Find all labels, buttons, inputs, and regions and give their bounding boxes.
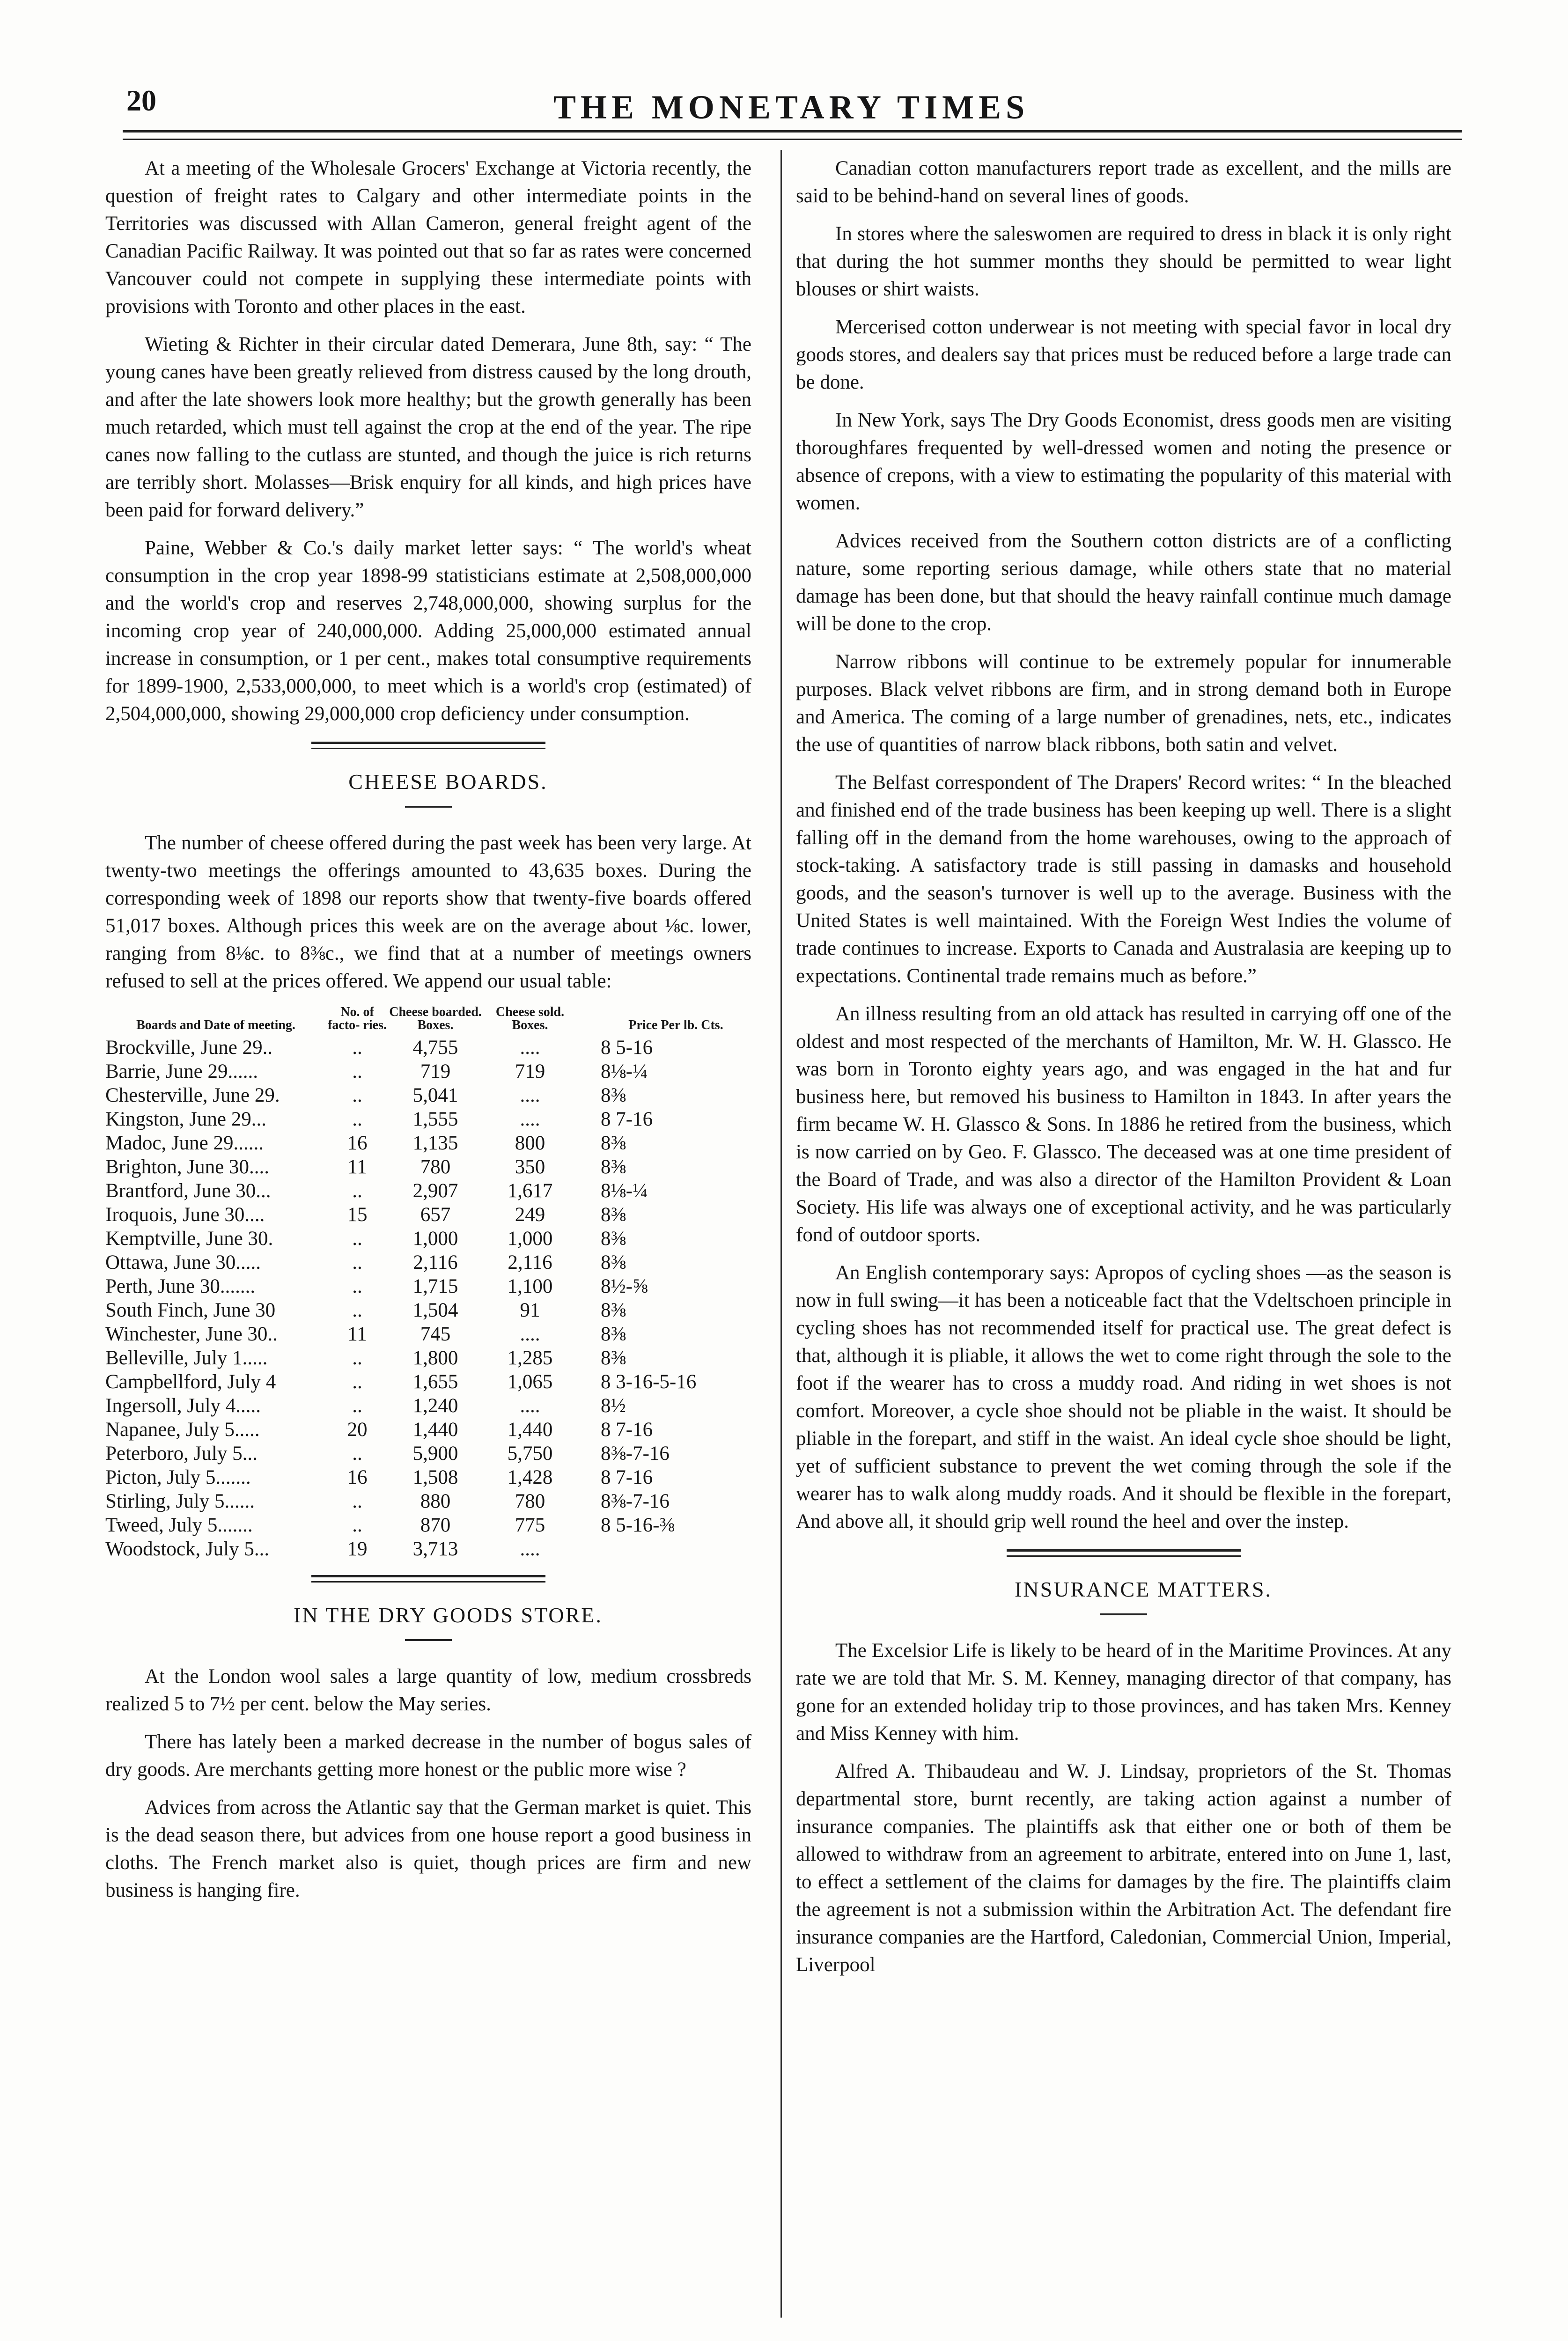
cell-sold: 1,000 xyxy=(507,1228,553,1250)
cell-price: 8⅜-7-16 xyxy=(601,1490,670,1512)
cell-boarded: 1,508 xyxy=(412,1466,458,1488)
cell-sold: 350 xyxy=(515,1156,545,1178)
cell-board: Tweed, July 5....... xyxy=(105,1514,253,1536)
cell-price: 8⅜ xyxy=(601,1299,626,1321)
cell-board: Brantford, June 30... xyxy=(105,1180,271,1202)
section-dash xyxy=(405,806,452,808)
table-row xyxy=(105,1083,751,1107)
article-paragraph: Advices from across the Atlantic say that the German market is quiet. This is the dead season there, but advices from one house report a good business in cloths. The French market also is quiet, though prices are firm and new business is hanging fire. xyxy=(105,1796,751,1901)
cell-factories: 19 xyxy=(347,1538,368,1560)
cell-boarded: 1,555 xyxy=(412,1108,458,1130)
article-paragraph: Advices received from the Southern cotton districts are of a conflicting nature, some reporting serious damage, while others state that no material damage has been done, but that should the heavy rainfall continue much damage will be done to the crop. xyxy=(796,530,1451,635)
table-row xyxy=(105,1513,751,1537)
cell-sold: .... xyxy=(520,1395,540,1417)
cell-boarded: 2,116 xyxy=(413,1251,458,1274)
section-title-dry-goods: IN THE DRY GOODS STORE. xyxy=(294,1603,603,1627)
cell-boarded: 1,504 xyxy=(412,1299,458,1321)
cell-board: South Finch, June 30 xyxy=(105,1299,276,1321)
cell-board: Kemptville, June 30. xyxy=(105,1228,273,1250)
cell-price: 8 7-16 xyxy=(601,1419,653,1441)
cell-price: 8 5-16 xyxy=(601,1037,653,1059)
cell-board: Winchester, June 30.. xyxy=(105,1323,278,1345)
cell-factories: .. xyxy=(352,1108,362,1130)
article-paragraph: Canadian cotton manufacturers report trade as excellent, and the mills are said to be behind-hand on several lines of goods. xyxy=(796,157,1451,207)
table-row xyxy=(105,1537,751,1561)
cell-price: 8⅜ xyxy=(601,1251,626,1274)
cell-board: Perth, June 30....... xyxy=(105,1275,256,1297)
column-header-sold: Cheese sold. Boxes. xyxy=(495,1005,565,1032)
cell-price: 8 7-16 xyxy=(601,1108,653,1130)
column-separator xyxy=(780,150,782,2318)
cell-sold: 249 xyxy=(515,1204,545,1226)
cell-price: 8 7-16 xyxy=(601,1466,653,1488)
cell-price: 8½-⅝ xyxy=(601,1275,648,1297)
cell-sold: 1,285 xyxy=(507,1347,553,1369)
cell-factories: .. xyxy=(352,1251,362,1274)
cell-board: Belleville, July 1..... xyxy=(105,1347,268,1369)
cell-boarded: 1,800 xyxy=(412,1347,458,1369)
cell-sold: .... xyxy=(520,1084,540,1106)
cell-boarded: 1,440 xyxy=(412,1419,458,1441)
cell-sold: .... xyxy=(520,1323,540,1345)
cell-boarded: 719 xyxy=(420,1060,451,1082)
table-row xyxy=(105,1298,751,1322)
column-header-price: Price Per lb. Cts. xyxy=(628,1018,723,1032)
cell-price: 8 3-16-5-16 xyxy=(601,1371,697,1393)
table-row xyxy=(105,1322,751,1346)
cell-factories: .. xyxy=(352,1443,362,1465)
cell-board: Madoc, June 29...... xyxy=(105,1132,264,1154)
table-row xyxy=(105,1465,751,1489)
table-row xyxy=(105,1060,751,1083)
article-paragraph: Mercerised cotton underwear is not meeting with special favor in local dry goods stores, and dealers say that prices must be reduced before a large trade can be done. xyxy=(796,316,1451,393)
cell-factories: .. xyxy=(352,1228,362,1250)
masthead-title: THE MONETARY TIMES xyxy=(553,88,1030,126)
cell-factories: 20 xyxy=(347,1419,368,1441)
article-paragraph: In New York, says The Dry Goods Economist, dress goods men are visiting thoroughfares frequented by well-dressed women and noting the presence or absence of crepons, with a view to estimating the popularity of this material with women. xyxy=(796,409,1451,514)
cell-sold: .... xyxy=(520,1538,540,1560)
cell-sold: .... xyxy=(520,1037,540,1059)
table-row xyxy=(105,1489,751,1513)
cell-board: Peterboro, July 5... xyxy=(105,1443,258,1465)
cell-boarded: 657 xyxy=(420,1204,451,1226)
article-paragraph: At a meeting of the Wholesale Grocers' Exchange at Victoria recently, the question of freight rates to Calgary and other intermediate points in the Territories was discussed with Allan Cameron, general freight agent of the Canadian Pacific Railway. It was pointed out that so far as rates were concerned Vancouver could not compete in supplying these intermediate points with provisions with Toronto and other places in the east. xyxy=(105,157,751,317)
article-paragraph: In stores where the saleswomen are required to dress in black it is only right that during the hot summer months they should be permitted to wear light blouses or shirt waists. xyxy=(796,223,1451,300)
cell-factories: 11 xyxy=(347,1156,367,1178)
cell-sold: 780 xyxy=(515,1490,545,1512)
section-rule xyxy=(1007,1555,1241,1557)
cell-board: Iroquois, June 30.... xyxy=(105,1204,265,1226)
table-row xyxy=(105,1370,751,1394)
page-number: 20 xyxy=(126,84,156,117)
cell-factories: .. xyxy=(352,1347,362,1369)
cell-factories: .. xyxy=(352,1084,362,1106)
cell-price: 8⅜ xyxy=(601,1347,626,1369)
cell-factories: .. xyxy=(352,1180,362,1202)
cell-boarded: 3,713 xyxy=(412,1538,458,1560)
right-column xyxy=(796,155,1451,1989)
cell-boarded: 1,715 xyxy=(412,1275,458,1297)
table-header-row xyxy=(105,1005,751,1036)
header-rule-thick xyxy=(123,130,1462,133)
cheese-table-body xyxy=(105,1036,751,1561)
table-row xyxy=(105,1442,751,1465)
table-row xyxy=(105,1131,751,1155)
article-paragraph: The Excelsior Life is likely to be heard of in the Maritime Provinces. At any rate we are told that Mr. S. M. Kenney, managing director of that company, has gone for an extended holiday trip to those provinces, and has taken Mrs. Kenney and Miss Kenney with him. xyxy=(796,1640,1451,1745)
cell-price: 8⅜ xyxy=(601,1228,626,1250)
cheese-boards-table xyxy=(105,1005,751,1561)
cell-factories: .. xyxy=(352,1371,362,1393)
cell-boarded: 1,240 xyxy=(412,1395,458,1417)
cell-price: 8⅜ xyxy=(601,1156,626,1178)
cell-boarded: 880 xyxy=(420,1490,451,1512)
cell-board: Chesterville, June 29. xyxy=(105,1084,280,1106)
cell-board: Brighton, June 30.... xyxy=(105,1156,269,1178)
article-paragraph: An English contemporary says: Apropos of cycling shoes —as the season is now in full swing—it has been a noticeable fact that the Vdeltschoen principle in cycling shoes has not recommended itself for practical use. The great defect is that, although it is pliable, it allows the wet to come right through the sole to the foot if the wearer has to cross a muddy road. And riding in wet shoes is not comfort. Moreover, a cycle shoe should not be pliable in the waist. It should be pliable in the forepart, and stiff in the waist. An ideal cycle shoe should be light, yet of sufficient substance to prevent the wet coming through the sole if the wearer has to walk along muddy roads. And it should be flexible in the forepart, And above all, it should grip well round the heel and over the instep. xyxy=(796,1262,1451,1532)
table-row xyxy=(105,1179,751,1203)
cell-sold: 1,617 xyxy=(507,1180,553,1202)
article-paragraph: There has lately been a marked decrease in the number of bogus sales of dry goods. Are merchants getting more honest or the public more wise ? xyxy=(105,1731,751,1781)
table-row xyxy=(105,1227,751,1251)
cell-boarded: 1,135 xyxy=(412,1132,458,1154)
cell-board: Picton, July 5....... xyxy=(105,1466,251,1488)
cell-boarded: 5,041 xyxy=(412,1084,458,1106)
cell-board: Kingston, June 29... xyxy=(105,1108,266,1130)
cell-factories: .. xyxy=(352,1275,362,1297)
cell-sold: 800 xyxy=(515,1132,545,1154)
table-row xyxy=(105,1346,751,1370)
cell-factories: 16 xyxy=(347,1132,368,1154)
cell-sold: 719 xyxy=(515,1060,545,1082)
cell-factories: 15 xyxy=(347,1204,368,1226)
article-paragraph: Alfred A. Thibaudeau and W. J. Lindsay, proprietors of the St. Thomas departmental store, burnt recently, are taking action against a number of insurance companies. The plaintiffs ask that either one or both of them be allowed to withdraw from an agreement to arbitrate, entered into on June 1, last, to effect a settlement of the claims for damages by the fire. The plaintiffs claim the agreement is not a submission within the Arbitration Act. The defendant fire insurance companies are the Hartford, Caledonian, Commercial Union, Imperial, Liverpool xyxy=(796,1760,1451,1976)
cell-board: Barrie, June 29...... xyxy=(105,1060,258,1082)
table-row xyxy=(105,1274,751,1298)
article-paragraph: Wieting & Richter in their circular dated Demerara, June 8th, say: “ The young canes have been greatly relieved from distress caused by the long drouth, and after the late showers look more healthy; but the growth generally has been much retarded, which must tell against the crop at the end of the year. The ripe canes now falling to the cutlass are stunted, and though the juice is rich returns are terribly short. Molasses—Brisk enquiry for all kinds, and high prices have been paid for forward delivery.” xyxy=(105,333,751,521)
cell-factories: .. xyxy=(352,1514,362,1536)
cell-factories: .. xyxy=(352,1037,362,1059)
cell-price: 8⅛-¼ xyxy=(601,1180,648,1202)
cell-price: 8⅛-¼ xyxy=(601,1060,648,1082)
cell-factories: 11 xyxy=(347,1323,367,1345)
cell-sold: 91 xyxy=(520,1299,540,1321)
cell-factories: .. xyxy=(352,1490,362,1512)
cell-board: Woodstock, July 5... xyxy=(105,1538,270,1560)
article-paragraph: An illness resulting from an old attack has resulted in carrying off one of the oldest and most respected of the merchants of Hamilton, Mr. W. H. Glassco. He was born in Toronto eighty years ago, and was engaged in the hat and fur business here, but removed his business to Hamilton in 1843. In after years the firm became W. H. Glassco & Sons. In 1886 he retired from the business, which is now carried on by Geo. F. Glassco. The deceased was at one time president of the Board of Trade, and was also a director of the Hamilton Provident & Loan Society. His life was always one of exceptional activity, and he was particularly fond of outdoor sports. xyxy=(796,1003,1451,1246)
cell-factories: .. xyxy=(352,1060,362,1082)
cell-price: 8⅜ xyxy=(601,1204,626,1226)
table-row xyxy=(105,1394,751,1418)
cell-sold: 1,428 xyxy=(507,1466,553,1488)
cheese-intro: The number of cheese offered during the past week has been very large. At twenty-two meetings the offerings amounted to 43,635 boxes. During the corresponding week of 1898 our reports show that twenty-five boards offered 51,017 boxes. Although prices this week are on the average about ⅛c. lower, ranging from 8⅛c. to 8⅜c., we find that at a number of meetings owners refused to sell at the prices offered. We append our usual table: xyxy=(105,832,751,992)
cell-board: Ingersoll, July 4..... xyxy=(105,1395,261,1417)
cell-price xyxy=(577,1537,751,1561)
cell-sold: .... xyxy=(520,1108,540,1130)
cell-boarded: 5,900 xyxy=(412,1443,458,1465)
cell-price: 8⅜ xyxy=(601,1132,626,1154)
left-column xyxy=(105,155,751,1914)
section-rule xyxy=(311,1575,545,1577)
cell-price: 8⅜ xyxy=(601,1323,626,1345)
section-rule xyxy=(311,1581,545,1583)
cell-sold: 2,116 xyxy=(508,1251,552,1274)
cell-sold: 775 xyxy=(515,1514,545,1536)
cell-boarded: 2,907 xyxy=(412,1180,458,1202)
cell-boarded: 4,755 xyxy=(412,1037,458,1059)
cell-price: 8 5-16-⅜ xyxy=(601,1514,675,1536)
cell-board: Ottawa, June 30..... xyxy=(105,1251,261,1274)
cell-board: Campbellford, July 4 xyxy=(105,1371,276,1393)
cell-boarded: 870 xyxy=(420,1514,451,1536)
table-row xyxy=(105,1155,751,1179)
cell-factories: .. xyxy=(352,1395,362,1417)
column-header-boarded: Cheese boarded. Boxes. xyxy=(389,1005,482,1032)
cell-board: Brockville, June 29.. xyxy=(105,1037,273,1059)
article-paragraph: Paine, Webber & Co.'s daily market letter says: “ The world's wheat consumption in the crop year 1898-99 statisticians estimate at 2,508,000,000 and the world's crop and reserves 2,748,000,000, showing surplus for the incoming crop year of 240,000,000. Adding 25,000,000 estimated annual increase in consumption, or 1 per cent., makes total consumptive requirements for 1899-1900, 2,533,000,000, to meet which is a world's crop (estimated) of 2,504,000,000, showing 29,000,000 crop deficiency under consumption. xyxy=(105,537,751,725)
cell-sold: 5,750 xyxy=(507,1443,553,1465)
header-rule-thin xyxy=(123,139,1462,140)
page-header xyxy=(122,80,1461,131)
cell-sold: 1,065 xyxy=(507,1371,553,1393)
cell-price: 8½ xyxy=(601,1395,626,1417)
table-row xyxy=(105,1203,751,1227)
cell-boarded: 1,655 xyxy=(412,1371,458,1393)
article-paragraph: At the London wool sales a large quantity of low, medium crossbreds realized 5 to 7½ per cent. below the May series. xyxy=(105,1665,751,1715)
cell-price: 8⅜ xyxy=(601,1084,626,1106)
section-title-insurance: INSURANCE MATTERS. xyxy=(1015,1577,1272,1601)
article-paragraph: Narrow ribbons will continue to be extremely popular for innumerable purposes. Black velvet ribbons are firm, and in strong demand both in Europe and America. The coming of a large number of grenadines, nets, etc., indicates the use of quantities of narrow black ribbons, both satin and velvet. xyxy=(796,651,1451,756)
table-row xyxy=(105,1107,751,1131)
cell-board: Stirling, July 5...... xyxy=(105,1490,255,1512)
cell-boarded: 1,000 xyxy=(412,1228,458,1250)
cell-sold: 1,100 xyxy=(507,1275,553,1297)
cell-sold: 1,440 xyxy=(507,1419,553,1441)
section-title-cheese-boards: CHEESE BOARDS. xyxy=(348,770,548,794)
column-header-board: Boards and Date of meeting. xyxy=(136,1018,295,1032)
article-paragraph: The Belfast correspondent of The Drapers' Record writes: “ In the bleached and finished end of the trade business has been keeping up well. There is a slight falling off in the demand from the home warehouses, owing to the approach of stock-taking. A satisfactory trade is still passing in damasks and household goods, and the season's turnover is well up to the average. Business with the United States is well maintained. With the Foreign West Indies the volume of trade continues to increase. Exports to Canada and Australasia are keeping up to expectations. Continental trade remains much as before.” xyxy=(796,772,1451,987)
cell-factories: 16 xyxy=(347,1466,368,1488)
table-row xyxy=(105,1418,751,1442)
section-rule xyxy=(311,748,545,749)
cell-boarded: 745 xyxy=(420,1323,451,1345)
section-dash xyxy=(405,1639,452,1641)
cell-factories: .. xyxy=(352,1299,362,1321)
section-dash xyxy=(1100,1613,1147,1615)
table-row xyxy=(105,1036,751,1060)
cell-price: 8⅜-7-16 xyxy=(601,1443,670,1465)
cell-boarded: 780 xyxy=(420,1156,451,1178)
cell-board: Napanee, July 5..... xyxy=(105,1419,260,1441)
table-row xyxy=(105,1251,751,1274)
section-rule xyxy=(1007,1549,1241,1552)
column-header-factories: No. of facto- ries. xyxy=(328,1005,387,1032)
section-rule xyxy=(311,742,545,744)
